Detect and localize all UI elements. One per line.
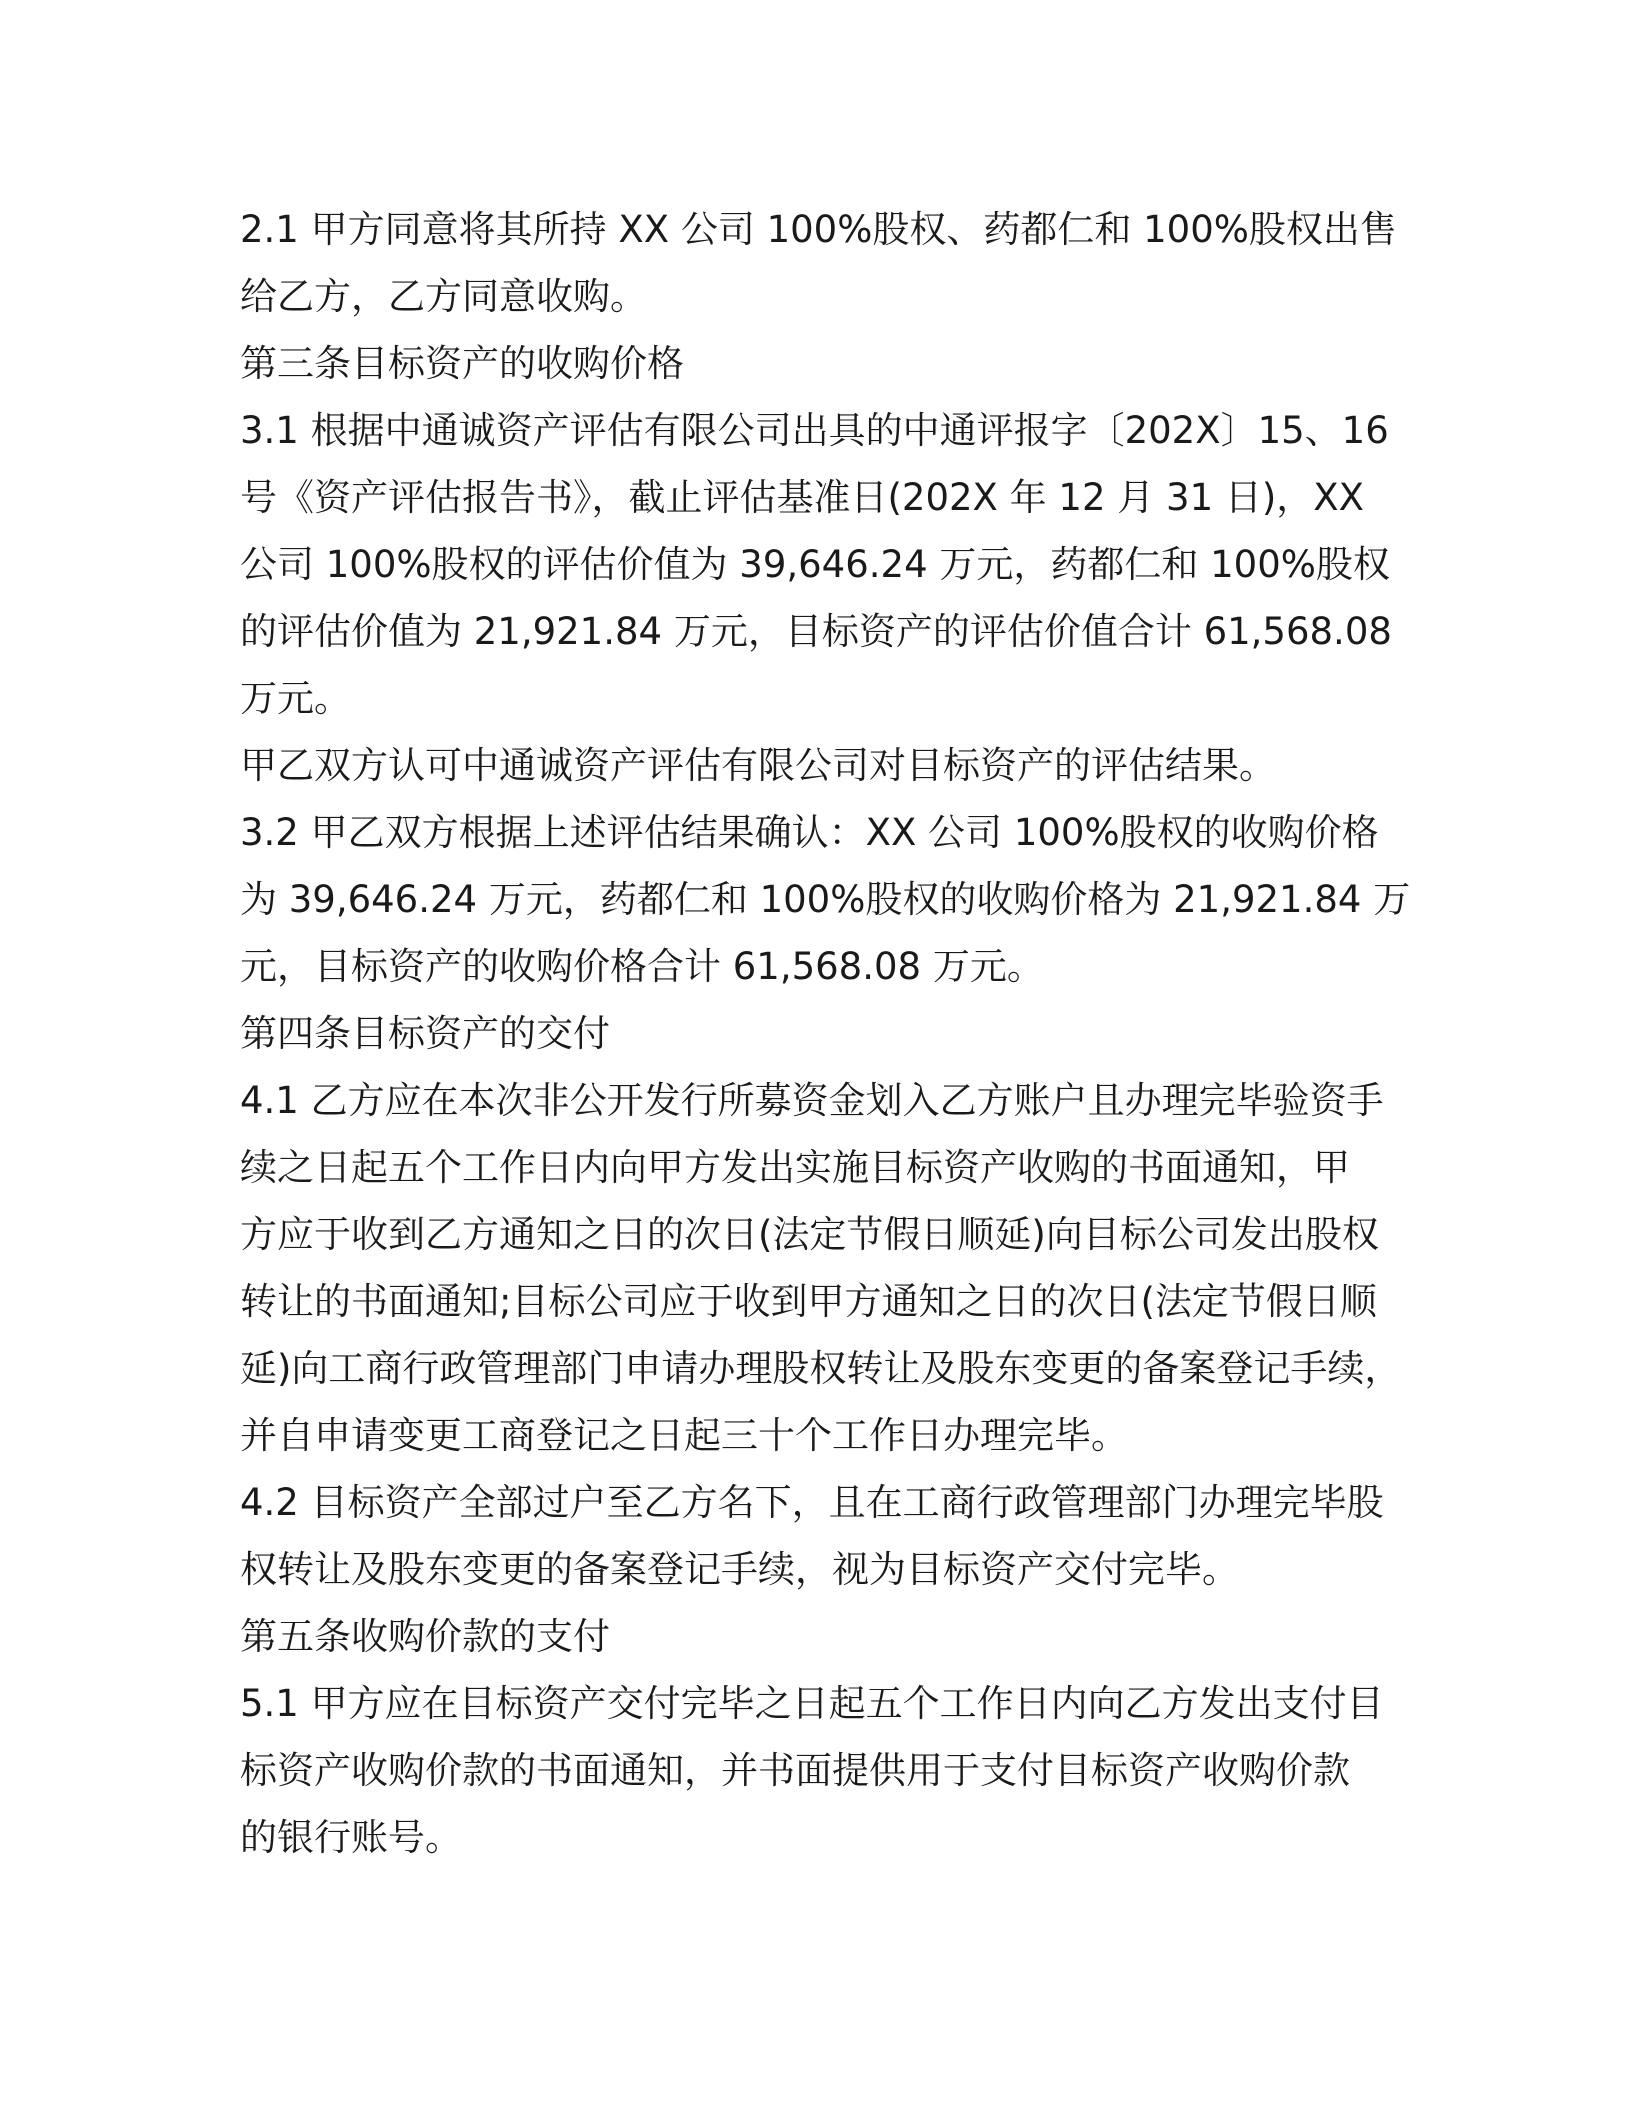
text-line: 3.2 甲乙双方根据上述评估结果确认：XX 公司 100%股权的收购价格 — [240, 811, 1379, 854]
text-line: 权转让及股东变更的备案登记手续，视为目标资产交付完毕。 — [240, 1548, 1239, 1591]
text-line: 的评估价值为 21,921.84 万元，目标资产的评估价值合计 61,568.08 — [240, 610, 1392, 653]
text-line: 转让的书面通知;目标公司应于收到甲方通知之日的次日(法定节假日顺 — [240, 1280, 1377, 1323]
text-line: 的银行账号。 — [240, 1816, 462, 1859]
section-heading: 第五条收购价款的支付 — [240, 1615, 610, 1658]
text-line: 续之日起五个工作日内向甲方发出实施目标资产收购的书面通知，甲 — [240, 1146, 1350, 1189]
text-line: 4.2 目标资产全部过户至乙方名下，且在工商行政管理部门办理完毕股 — [240, 1481, 1384, 1524]
text-line: 万元。 — [240, 677, 351, 720]
section-heading: 第三条目标资产的收购价格 — [240, 342, 684, 385]
text-line: 2.1 甲方同意将其所持 XX 公司 100%股权、药都仁和 100%股权出售 — [240, 208, 1397, 251]
document-page — [240, 196, 1411, 1871]
text-line: 延)向工商行政管理部门申请办理股权转让及股东变更的备案登记手续， — [240, 1347, 1402, 1390]
text-line: 为 39,646.24 万元，药都仁和 100%股权的收购价格为 21,921.84 万 — [240, 878, 1411, 921]
section-heading: 第四条目标资产的交付 — [240, 1012, 610, 1055]
text-line: 3.1 根据中通诚资产评估有限公司出具的中通评报字〔202X〕15、16 — [240, 409, 1389, 452]
text-line: 5.1 甲方应在目标资产交付完毕之日起五个工作日内向乙方发出支付目 — [240, 1682, 1384, 1725]
text-line: 4.1 乙方应在本次非公开发行所募资金划入乙方账户且办理完毕验资手 — [240, 1079, 1384, 1122]
text-line: 公司 100%股权的评估价值为 39,646.24 万元，药都仁和 100%股权 — [240, 543, 1390, 586]
text-line: 并自申请变更工商登记之日起三十个工作日办理完毕。 — [240, 1414, 1128, 1457]
text-line: 方应于收到乙方通知之日的次日(法定节假日顺延)向目标公司发出股权 — [240, 1213, 1379, 1256]
text-line: 元，目标资产的收购价格合计 61,568.08 万元。 — [240, 945, 1044, 988]
text-line: 给乙方，乙方同意收购。 — [240, 275, 647, 318]
text-line: 标资产收购价款的书面通知，并书面提供用于支付目标资产收购价款 — [240, 1749, 1350, 1792]
text-line: 甲乙双方认可中通诚资产评估有限公司对目标资产的评估结果。 — [240, 744, 1276, 787]
text-line: 号《资产评估报告书》，截止评估基准日(202X 年 12 月 31 日)，XX — [240, 476, 1365, 519]
